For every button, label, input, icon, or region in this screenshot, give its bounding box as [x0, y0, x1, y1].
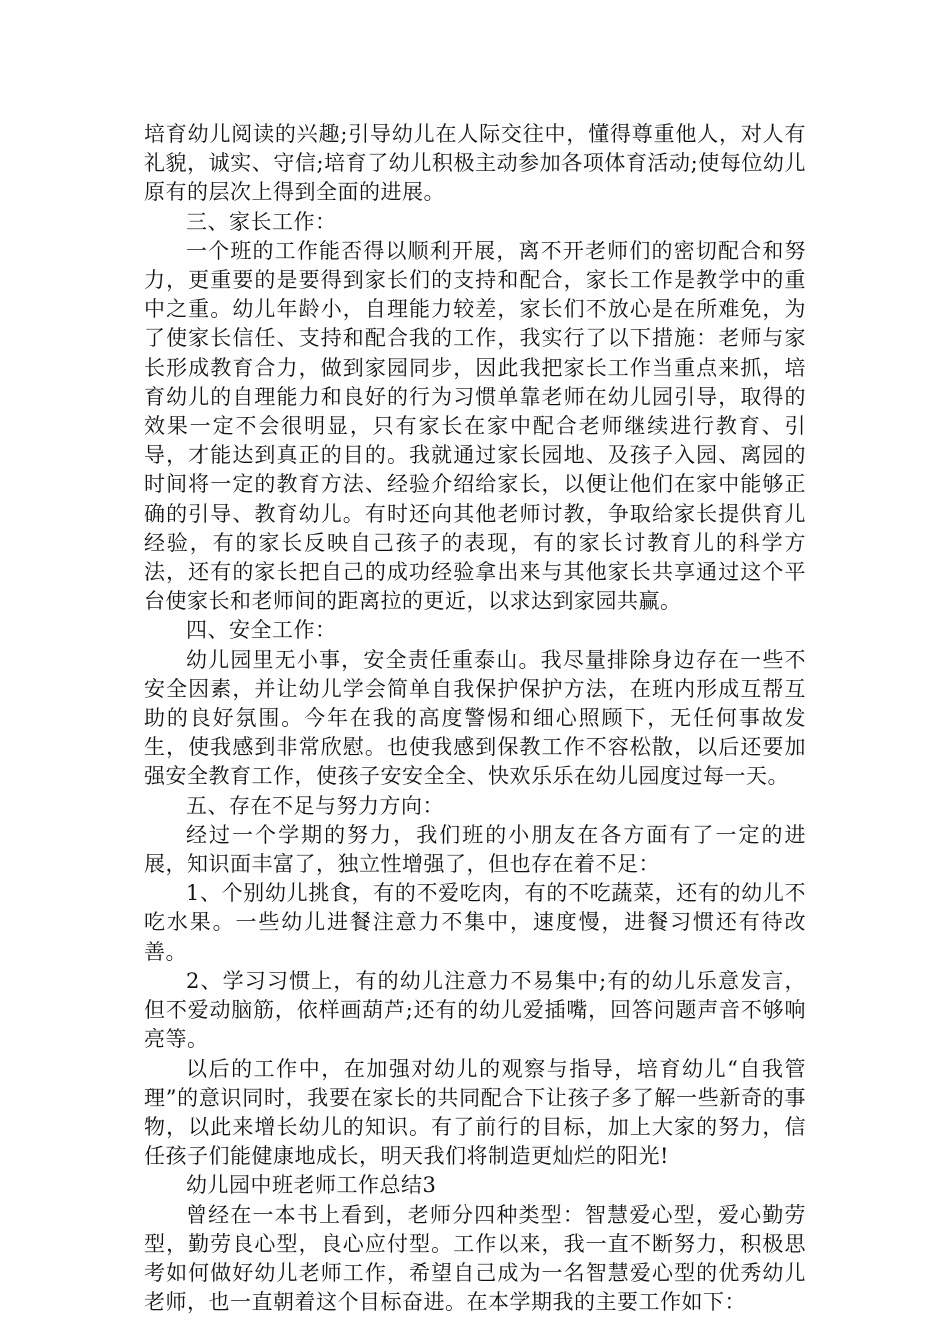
paragraph: 以后的工作中，在加强对幼儿的观察与指导，培育幼儿“自我管理”的意识同时，我要在家长的共同配合下让孩子多了解一些新奇的事物，以此来增长幼儿的知识。有了前行的目标，加上大家的努力，信任孩子们能健康地成长，明天我们将制造更灿烂的阳光! — [144, 1056, 806, 1169]
document-body — [144, 120, 806, 1317]
paragraph: 培育幼儿阅读的兴趣;引导幼儿在人际交往中，懂得尊重他人，对人有礼貌，诚实、守信;培育了幼儿积极主动参加各项体育活动;使每位幼儿原有的层次上得到全面的进展。 — [144, 122, 806, 205]
paragraph: 曾经在一本书上看到，老师分四种类型：智慧爱心型，爱心勤劳型，勤劳良心型，良心应付型。工作以来，我一直不断努力，积极思考如何做好幼儿老师工作，希望自己成为一名智慧爱心型的优秀幼儿老师，也一直朝着这个目标奋进。在本学期我的主要工作如下： — [144, 1202, 806, 1315]
section-heading-safety-work: 四、安全工作： — [186, 618, 337, 643]
list-item: 2、学习习惯上，有的幼儿注意力不易集中;有的幼儿乐意发言，但不爱动脑筋，依样画葫芦;还有的幼儿爱插嘴，回答问题声音不够响亮等。 — [144, 968, 806, 1052]
section-heading-parent-work: 三、家长工作： — [186, 209, 337, 234]
article-title: 幼儿园中班老师工作总结3 — [186, 1173, 437, 1198]
paragraph: 经过一个学期的努力，我们班的小朋友在各方面有了一定的进展，知识面丰富了，独立性增强了，但也存在着不足： — [144, 822, 806, 877]
list-item: 1、个别幼儿挑食，有的不爱吃肉，有的不吃蔬菜，还有的幼儿不吃水果。一些幼儿进餐注意力不集中，速度慢，进餐习惯还有待改善。 — [144, 881, 806, 964]
section-heading-shortcomings: 五、存在不足与努力方向： — [186, 793, 444, 818]
paragraph: 幼儿园里无小事，安全责任重泰山。我尽量排除身边存在一些不安全因素，并让幼儿学会简单自我保护保护方法，在班内形成互帮互助的良好氛围。今年在我的高度警惕和细心照顾下，无任何事故发生，使我感到非常欣慰。也使我感到保教工作不容松散，以后还要加强安全教育工作，使孩子安安全全、快欢乐乐在幼儿园度过每一天。 — [144, 647, 806, 789]
paragraph: 一个班的工作能否得以顺利开展，离不开老师们的密切配合和努力，更重要的是要得到家长们的支持和配合，家长工作是教学中的重中之重。幼儿年龄小，自理能力较差，家长们不放心是在所难免，为了使家长信任、支持和配合我的工作，我实行了以下措施：老师与家长形成教育合力，做到家园同步，因此我把家长工作当重点来抓，培育幼儿的自理能力和良好的行为习惯单靠老师在幼儿园引导，取得的效果一定不会很明显，只有家长在家中配合老师继续进行教育、引导，才能达到真正的目的。我就通过家长园地、及孩子入园、离园的时间将一定的教育方法、经验介绍给家长，以便让他们在家中能够正确的引导、教育幼儿。有时还向其他老师讨教，争取给家长提供育儿经验，有的家长反映自己孩子的表现，有的家长讨教育儿的科学方法，还有的家长把自己的成功经验拿出来与其他家长共享通过这个平台使家长和老师间的距离拉的更近，以求达到家园共赢。 — [144, 238, 806, 614]
